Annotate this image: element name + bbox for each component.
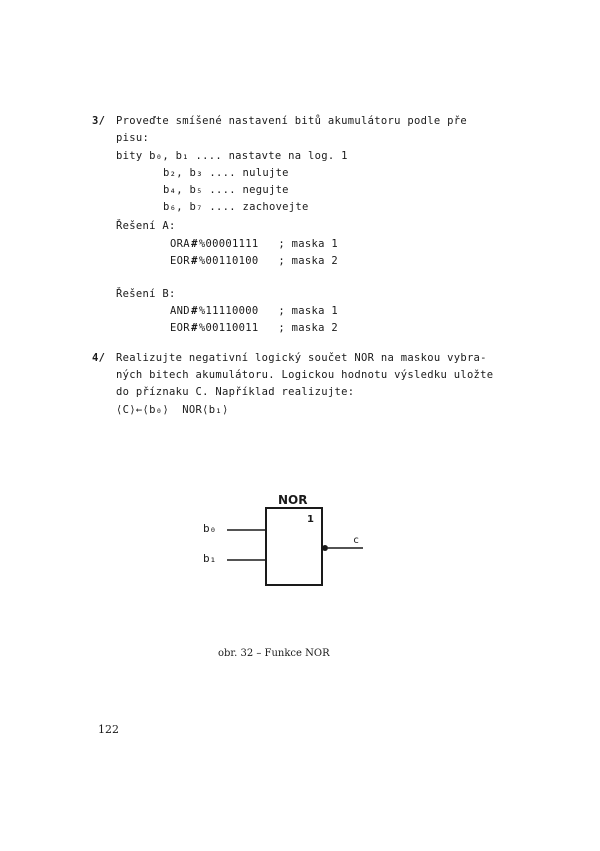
operand: %00110011 <box>198 322 259 334</box>
operand: %11110000 <box>198 305 259 317</box>
comment: ; maska 2 <box>278 322 338 334</box>
task3-line2: pisu: <box>116 132 150 144</box>
task3-bits-line-2: b₄, b₅ .... negujte <box>163 184 289 196</box>
solution-b-label: Řešení B: <box>116 288 176 300</box>
task4-line-3: ⟨C⟩←⟨b₀⟩ NOR⟨b₁⟩ <box>116 404 229 416</box>
solution-b-line-0 <box>170 304 338 318</box>
opcode: ORA <box>170 238 190 250</box>
nor-gate-diagram <box>195 490 375 600</box>
solution-a-line-1 <box>170 254 338 268</box>
figure-caption: obr. 32 – Funkce NOR <box>218 648 330 659</box>
task4-line-0: Realizujte negativní logický součet NOR na maskou vybra- <box>116 352 487 364</box>
solution-a-label: Řešení A: <box>116 220 176 232</box>
immediate-hash: # <box>191 255 198 267</box>
gate-label: NOR <box>278 493 308 507</box>
opcode: AND <box>170 305 190 317</box>
operand: %00110100 <box>198 255 259 267</box>
page-number: 122 <box>98 723 119 736</box>
task4-line-2: do příznaku C. Například realizujte: <box>116 386 355 398</box>
opcode: EOR <box>170 255 190 267</box>
task3-bits-line-3: b₆, b₇ .... zachovejte <box>163 201 309 213</box>
comment: ; maska 1 <box>278 305 338 317</box>
task3-line1: Proveďte smíšené nastavení bitů akumulátoru podle pře <box>116 115 467 127</box>
comment: ; maska 2 <box>278 255 338 267</box>
solution-b-line-1 <box>170 321 338 335</box>
gate-symbol: 1 <box>307 514 314 525</box>
immediate-hash: # <box>191 238 198 250</box>
immediate-hash: # <box>191 322 198 334</box>
opcode: EOR <box>170 322 190 334</box>
task3-bits-line-0: bity b₀, b₁ .... nastavte na log. 1 <box>116 150 348 162</box>
immediate-hash: # <box>191 305 198 317</box>
solution-a-line-0 <box>170 237 338 251</box>
task4-line-1: ných bitech akumulátoru. Logickou hodnotu výsledku uložte <box>116 369 494 381</box>
operand: %00001111 <box>198 238 259 250</box>
negation-bubble <box>322 545 328 551</box>
task3-number: 3/ <box>92 115 106 127</box>
input-label-b1: b₁ <box>203 552 217 565</box>
output-label: c <box>353 535 360 546</box>
input-label-b0: b₀ <box>203 522 217 535</box>
comment: ; maska 1 <box>278 238 338 250</box>
task3-bits-line-1: b₂, b₃ .... nulujte <box>163 167 289 179</box>
task4-number: 4/ <box>92 352 106 364</box>
